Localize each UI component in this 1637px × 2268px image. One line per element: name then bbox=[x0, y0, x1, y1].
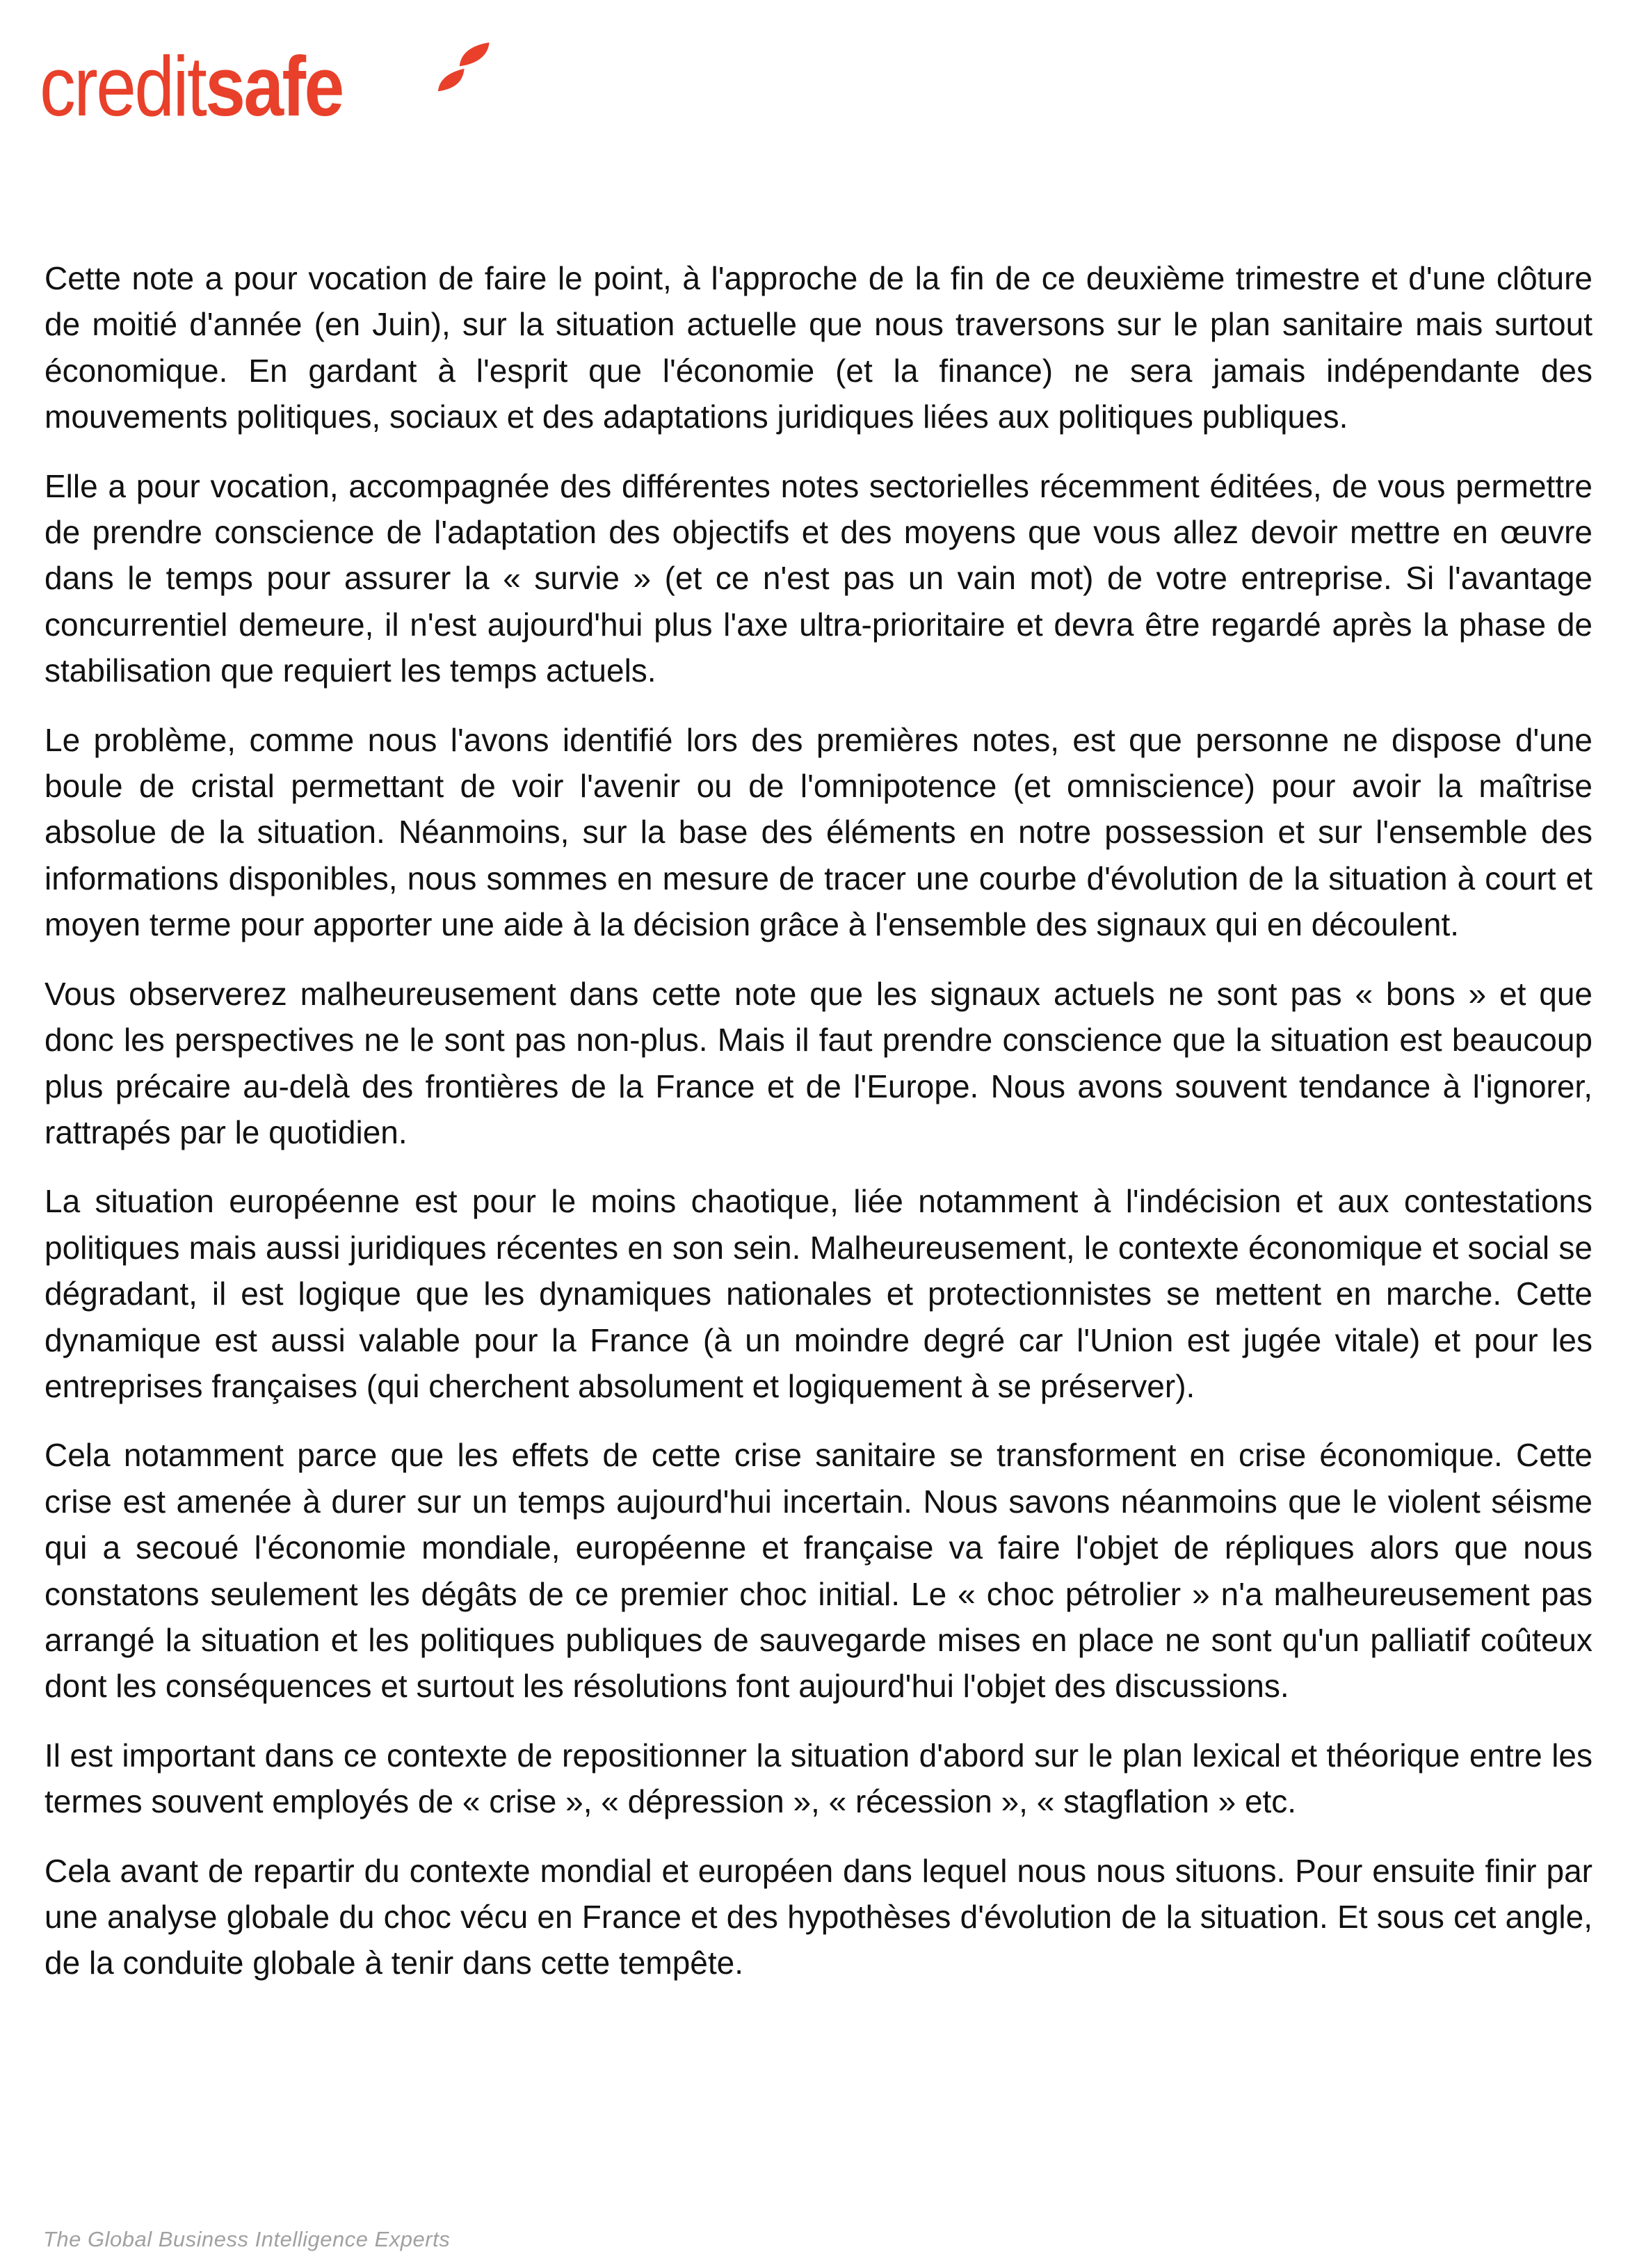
document-body bbox=[45, 255, 1592, 2009]
logo-wordmark bbox=[40, 39, 343, 134]
leaf-swoosh-icon bbox=[436, 42, 497, 93]
logo-text-safe: safe bbox=[205, 39, 343, 134]
paragraph-situation-europeenne: La situation européenne est pour le moins chaotique, liée notamment à l'indécision et aux contestations politiques mais aussi juridiques récentes en son sein. Malheureusement, le contexte économique et social se dégradant, il est logique que les dynamiques nationales et protectionnistes se mettent en marche. Cette dynamique est aussi valable pour la France (à un moindre degré car l'Union est jugée vitale) et pour les entreprises françaises (qui cherchent absolument et logiquement à se préserver). bbox=[45, 1183, 1592, 1404]
creditsafe-logo bbox=[40, 39, 396, 141]
paragraph-intro: Cette note a pour vocation de faire le point, à l'approche de la fin de ce deuxième trimestre et d'une clôture de moitié d'année (en Juin), sur la situation actuelle que nous traversons sur le plan sanitaire mais surtout économique. En gardant à l'esprit que l'économie (et la finance) ne sera jamais indépendante des mouvements politiques, sociaux et des adaptations juridiques liées aux politiques publiques. bbox=[45, 260, 1592, 435]
paragraph-vocation: Elle a pour vocation, accompagnée des différentes notes sectorielles récemment éditées, de vous permettre de prendre conscience de l'adaptation des objectifs et des moyens que vous allez devoir mettre en œuvre dans le temps pour assurer la « survie » (et ce n'est pas un vain mot) de votre entreprise. Si l'avantage concurrentiel demeure, il n'est aujourd'hui plus l'axe ultra-prioritaire et devra être regardé après la phase de stabilisation que requiert les temps actuels. bbox=[45, 467, 1592, 689]
paragraph-probleme: Le problème, comme nous l'avons identifié lors des premières notes, est que personne ne dispose d'une boule de cristal permettant de voir l'avenir ou de l'omnipotence (et omniscience) pour avoir la maîtrise absolue de la situation. Néanmoins, sur la base des éléments en notre possession et sur l'ensemble des informations disponibles, nous sommes en mesure de tracer une courbe d'évolution de la situation à court et moyen terme pour apporter une aide à la décision grâce à l'ensemble des signaux qui en découlent. bbox=[45, 721, 1592, 943]
logo-text-credit: credit bbox=[40, 39, 206, 134]
paragraph-lexical: Il est important dans ce contexte de repositionner la situation d'abord sur le plan lexical et théorique entre les termes souvent employés de « crise », « dépression », « récession », « stagflation » etc. bbox=[45, 1737, 1592, 1820]
paragraph-plan: Cela avant de repartir du contexte mondial et européen dans lequel nous nous situons. Pour ensuite finir par une analyse globale du choc vécu en France et des hypothèses d'évolution de la situation. Et sous cet angle, de la conduite globale à tenir dans cette tempête. bbox=[45, 1852, 1592, 1981]
footer-tagline: The Global Business Intelligence Experts bbox=[43, 2227, 451, 2251]
paragraph-crise-economique: Cela notamment parce que les effets de cette crise sanitaire se transforment en crise économique. Cette crise est amenée à durer sur un temps aujourd'hui incertain. Nous savons néanmoins que le violent séisme qui a secoué l'économie mondiale, européenne et française va faire l'objet de répliques alors que nous constatons seulement les dégâts de ce premier choc initial. Le « choc pétrolier » n'a malheureusement pas arrangé la situation et les politiques publiques de sauvegarde mises en place ne sont qu'un palliatif coûteux dont les conséquences et surtout les résolutions font aujourd'hui l'objet des discussions. bbox=[45, 1437, 1592, 1705]
paragraph-signaux: Vous observerez malheureusement dans cette note que les signaux actuels ne sont pas « bons » et que donc les perspectives ne le sont pas non-plus. Mais il faut prendre conscience que la situation est beaucoup plus précaire au-delà des frontières de la France et de l'Europe. Nous avons souvent tendance à l'ignorer, rattrapés par le quotidien. bbox=[45, 975, 1592, 1150]
